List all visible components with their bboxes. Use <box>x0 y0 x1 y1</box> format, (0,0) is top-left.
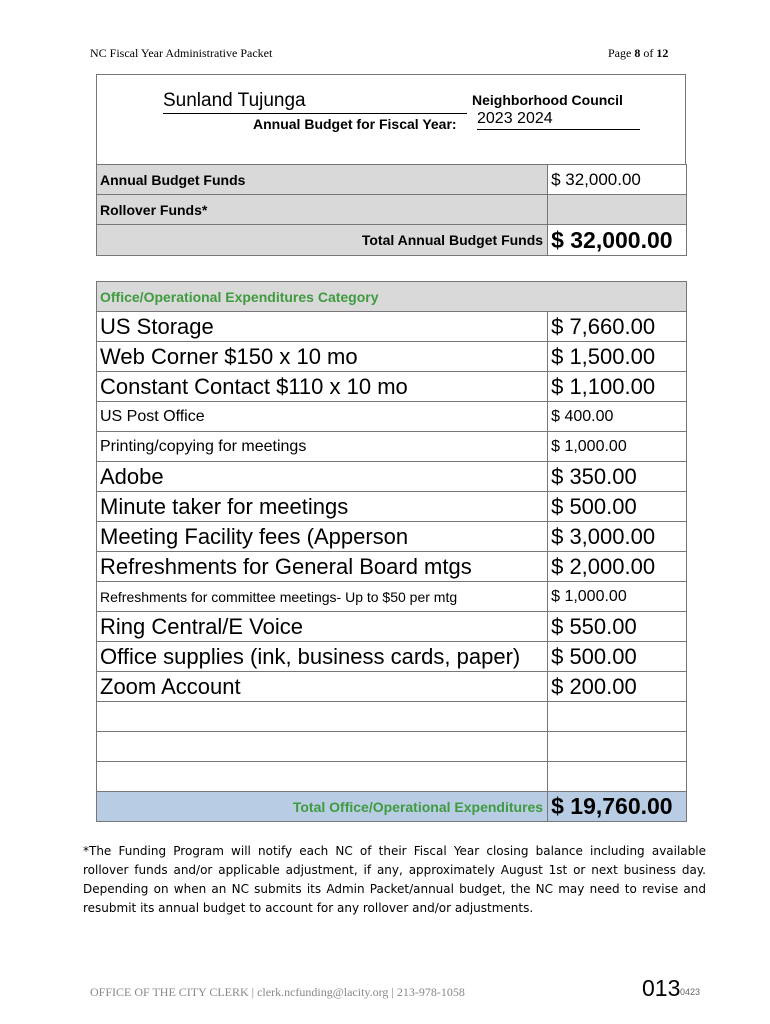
table-row <box>97 402 687 432</box>
item-amount: $ 500.00 <box>548 492 687 522</box>
item-amount: $ 500.00 <box>548 642 687 672</box>
item-amount: $ 1,100.00 <box>548 372 687 402</box>
item-amount: $ 1,000.00 <box>548 582 687 612</box>
table-row <box>97 672 687 702</box>
rollover-label: Rollover Funds* <box>97 195 548 225</box>
empty-row <box>97 732 687 762</box>
page-total: 12 <box>656 46 669 60</box>
annual-budget-value: $ 32,000.00 <box>548 165 687 195</box>
item-label: Web Corner $150 x 10 mo <box>97 342 548 372</box>
table-row <box>97 312 687 342</box>
nc-name: Sunland Tujunga <box>163 90 467 114</box>
item-label: Meeting Facility fees (Apperson <box>97 522 548 552</box>
total-expenditures-row <box>97 792 687 822</box>
table-row <box>97 642 687 672</box>
item-amount: $ 400.00 <box>548 402 687 432</box>
item-label: US Post Office <box>97 402 548 432</box>
table-row <box>97 372 687 402</box>
item-label: Constant Contact $110 x 10 mo <box>97 372 548 402</box>
fiscal-year-value: 2023 2024 <box>477 110 640 130</box>
annual-budget-label: Annual Budget Funds <box>97 165 548 195</box>
item-label: Minute taker for meetings <box>97 492 548 522</box>
page-prefix: Page <box>608 46 635 60</box>
item-amount: $ 200.00 <box>548 672 687 702</box>
item-amount: $ 2,000.00 <box>548 552 687 582</box>
table-row <box>97 432 687 462</box>
item-amount: $ 3,000.00 <box>548 522 687 552</box>
category-label: Office/Operational Expenditures Category <box>97 282 687 312</box>
page-code-small: 0423 <box>680 987 701 997</box>
expenditures-table <box>96 281 687 822</box>
fiscal-year-label: Annual Budget for Fiscal Year: <box>253 116 457 132</box>
total-budget-label: Total Annual Budget Funds <box>97 225 548 256</box>
total-budget-value: $ 32,000.00 <box>548 225 687 256</box>
item-label: Refreshments for committee meetings- Up to $50 per mtg <box>97 582 548 612</box>
item-amount: $ 350.00 <box>548 462 687 492</box>
table-row <box>97 552 687 582</box>
item-label: Adobe <box>97 462 548 492</box>
budget-table <box>96 164 687 256</box>
table-row <box>97 522 687 552</box>
total-expenditures-value: $ 19,760.00 <box>548 792 687 822</box>
annual-budget-row <box>97 165 687 195</box>
item-amount: $ 1,000.00 <box>548 432 687 462</box>
total-expenditures-label: Total Office/Operational Expenditures <box>97 792 548 822</box>
table-row <box>97 342 687 372</box>
table-row <box>97 612 687 642</box>
item-label: Printing/copying for meetings <box>97 432 548 462</box>
item-amount: $ 7,660.00 <box>548 312 687 342</box>
table-row <box>97 462 687 492</box>
item-amount: $ 1,500.00 <box>548 342 687 372</box>
rollover-row <box>97 195 687 225</box>
page-number: 8 <box>634 46 641 60</box>
table-row <box>97 582 687 612</box>
page-code: 013 <box>642 975 681 1001</box>
page-of: of <box>640 46 657 60</box>
item-label: Refreshments for General Board mtgs <box>97 552 548 582</box>
header-page <box>608 46 668 61</box>
funding-note: *The Funding Program will notify each NC of their Fiscal Year closing balance including available rollover funds and/or applicable adjustment, if any, approximately August 1st or next business day. Depending on when an NC submits its Admin Packet/annual budget, the NC may need to revise and resubmit its annual budget to account for any rollover and/or adjustments. <box>83 844 706 915</box>
empty-row <box>97 762 687 792</box>
total-budget-row <box>97 225 687 256</box>
table-row <box>97 492 687 522</box>
item-label: Ring Central/E Voice <box>97 612 548 642</box>
item-label: Zoom Account <box>97 672 548 702</box>
item-label: Office supplies (ink, business cards, paper) <box>97 642 548 672</box>
nc-label: Neighborhood Council <box>472 92 623 108</box>
header-title: NC Fiscal Year Administrative Packet <box>90 46 273 60</box>
item-amount: $ 550.00 <box>548 612 687 642</box>
item-label: US Storage <box>97 312 548 342</box>
footer-contact: OFFICE OF THE CITY CLERK | clerk.ncfunding@lacity.org | 213-978-1058 <box>90 985 465 999</box>
category-row <box>97 282 687 312</box>
empty-row <box>97 702 687 732</box>
rollover-value <box>548 195 687 225</box>
